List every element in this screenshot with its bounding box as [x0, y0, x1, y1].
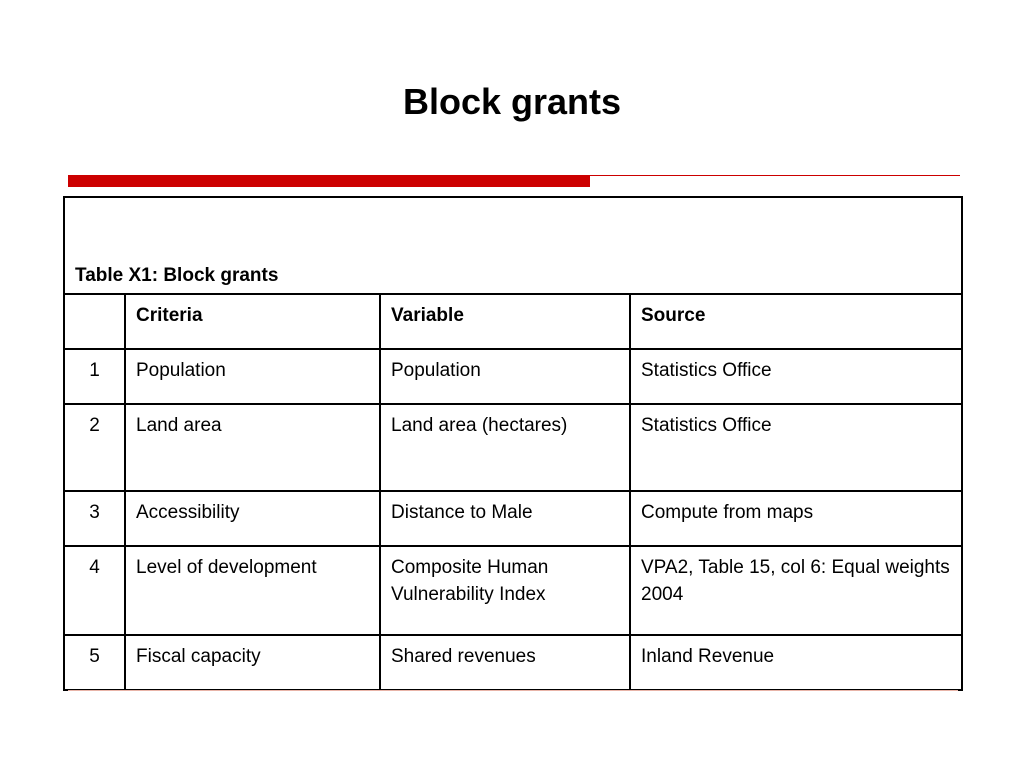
table-caption-row [64, 197, 962, 294]
header-variable: Variable [380, 294, 630, 349]
row-criteria: Land area [125, 404, 380, 491]
row-variable: Distance to Male [380, 491, 630, 546]
row-number: 5 [64, 635, 125, 690]
row-variable: Population [380, 349, 630, 404]
row-criteria: Accessibility [125, 491, 380, 546]
header-source: Source [630, 294, 962, 349]
header-criteria: Criteria [125, 294, 380, 349]
title-accent-bar [68, 175, 590, 187]
row-variable: Composite Human Vulnerability Index [380, 546, 630, 635]
title-accent-line [590, 175, 960, 176]
block-grants-table [63, 196, 963, 691]
row-number: 2 [64, 404, 125, 491]
row-source: Compute from maps [630, 491, 962, 546]
table-row [64, 546, 962, 635]
row-source: Statistics Office [630, 404, 962, 491]
row-number: 1 [64, 349, 125, 404]
table-caption: Table X1: Block grants [64, 197, 962, 294]
header-index [64, 294, 125, 349]
slide-title: Block grants [402, 81, 622, 122]
table-header-row [64, 294, 962, 349]
table-row [64, 491, 962, 546]
row-number: 4 [64, 546, 125, 635]
row-source: Statistics Office [630, 349, 962, 404]
table-row [64, 635, 962, 690]
row-variable: Shared revenues [380, 635, 630, 690]
table-row [64, 404, 962, 491]
row-source: VPA2, Table 15, col 6: Equal weights 2004 [630, 546, 962, 635]
row-criteria: Fiscal capacity [125, 635, 380, 690]
row-variable: Land area (hectares) [380, 404, 630, 491]
row-number: 3 [64, 491, 125, 546]
row-criteria: Level of development [125, 546, 380, 635]
row-source: Inland Revenue [630, 635, 962, 690]
row-criteria: Population [125, 349, 380, 404]
footer-divider [68, 690, 958, 691]
table-row [64, 349, 962, 404]
